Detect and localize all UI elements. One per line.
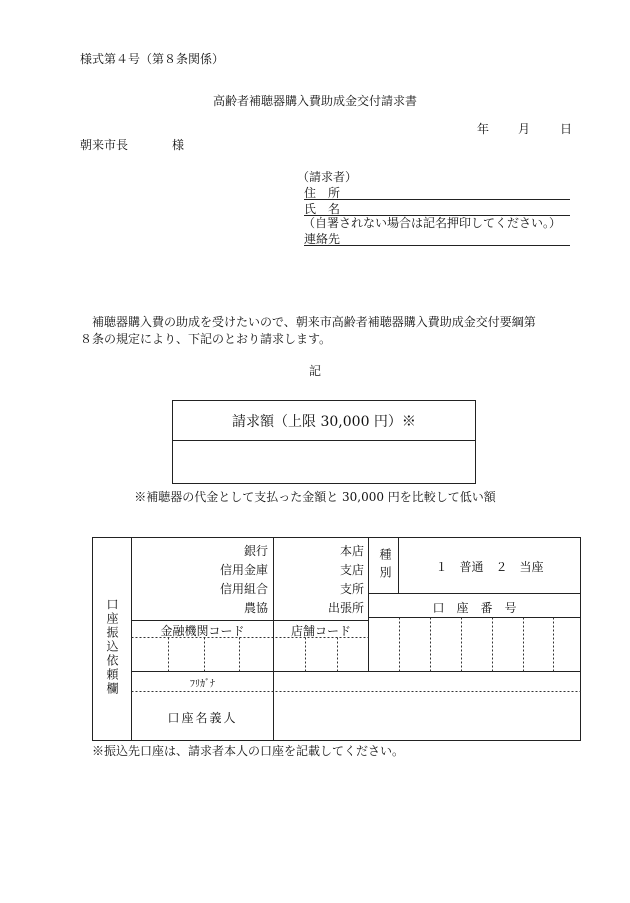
institution-type-shinkin: 信用金庫 xyxy=(219,563,268,577)
ki-label: 記 xyxy=(308,364,321,378)
institution-code-label: 金融機関コード xyxy=(160,624,245,638)
account-type-options[interactable]: １ 普通 ２ 当座 xyxy=(435,560,544,574)
form-number: 様式第４号（第８条関係） xyxy=(80,52,225,66)
date-year-label: 年 xyxy=(477,122,490,136)
branch-code-label: 店舗コード xyxy=(290,624,351,638)
institution-type-bank: 銀行 xyxy=(243,544,268,558)
date-day-label: 日 xyxy=(560,122,573,136)
addressee: 朝来市長 xyxy=(80,138,129,152)
claim-footnote: ※補聴器の代金として支払った金額と 30,000 円を比較して低い額 xyxy=(134,490,496,504)
honorific: 様 xyxy=(172,138,185,152)
branch-type-branch: 支店 xyxy=(339,563,364,577)
branch-type-outpost: 出張所 xyxy=(327,601,364,615)
requester-heading: （請求者） xyxy=(297,170,358,184)
name-label: 氏 名 xyxy=(304,202,341,216)
request-paragraph-line2: ８条の規定により、下記のとおり請求します。 xyxy=(80,332,332,346)
account-holder-label: 口座名義人 xyxy=(167,711,238,725)
bank-footnote: ※振込先口座は、請求者本人の口座を記載してください。 xyxy=(92,744,405,758)
account-number-label: 口 座 番 号 xyxy=(432,601,517,615)
branch-type-sub: 支所 xyxy=(339,582,364,596)
account-type-label: 種別 xyxy=(378,548,392,584)
branch-type-main: 本店 xyxy=(339,544,364,558)
contact-label: 連絡先 xyxy=(304,232,341,246)
date-month-label: 月 xyxy=(518,122,531,136)
furigana-label: ﾌﾘｶﾞﾅ xyxy=(190,679,215,690)
signature-note: （自署されない場合は記名押印してください。） xyxy=(303,216,562,230)
claim-amount-label: 請求額（上限 30,000 円）※ xyxy=(173,401,475,441)
bank-side-label: 口座振込依頼欄 xyxy=(105,598,119,696)
request-paragraph-line1: 補聴器購入費の助成を受けたいので、朝来市高齢者補聴器購入費助成金交付要綱第 xyxy=(92,315,536,329)
address-label: 住 所 xyxy=(304,186,341,200)
institution-type-shinkumi: 信用組合 xyxy=(219,582,268,596)
institution-type-ja: 農協 xyxy=(243,601,268,615)
document-title: 高齢者補聴器購入費助成金交付請求書 xyxy=(212,94,417,108)
